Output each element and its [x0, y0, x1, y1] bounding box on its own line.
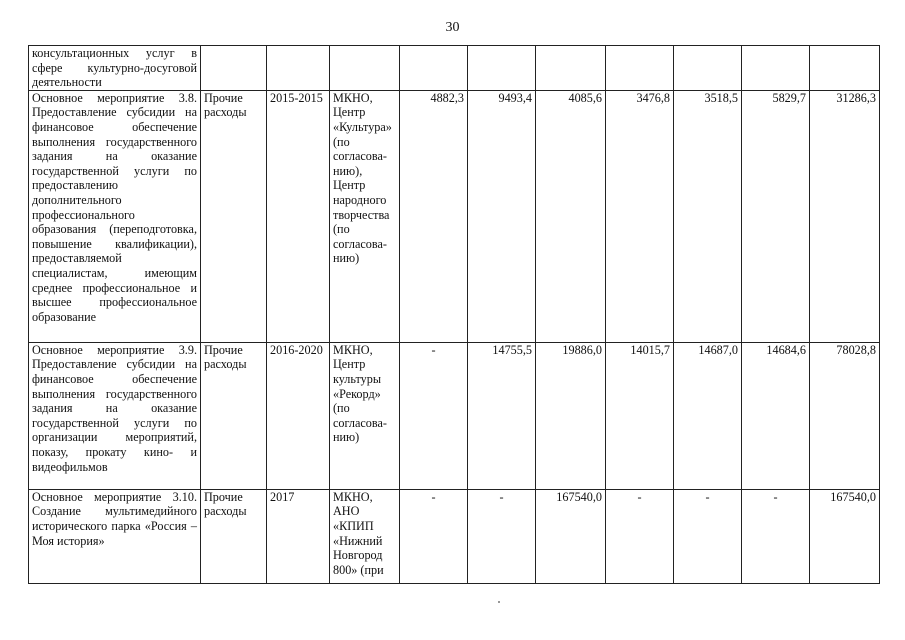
value-cell: 78028,8: [810, 342, 880, 489]
value-cell: [606, 46, 674, 91]
activity-name-cell: Основное мероприятие 3.8. Предоставление субсидии на финансовое обеспечение выполнения государственного задания на оказание государственной услуги по предоставлению дополнительного профессионального образования (переподготовка, повышение квалификации), предоставляемой специалистам, имеющим среднее профессиональное и высшее профессиональное образование: [29, 90, 201, 342]
value-cell: 14684,6: [742, 342, 810, 489]
period-cell: 2017: [267, 489, 330, 583]
value-cell: 167540,0: [536, 489, 606, 583]
table-row: [29, 342, 880, 489]
value-cell: [674, 46, 742, 91]
value-cell: 9493,4: [468, 90, 536, 342]
scan-speck: [498, 601, 500, 603]
value-cell: 14687,0: [674, 342, 742, 489]
period-cell: [267, 46, 330, 91]
activity-name-cell: Основное мероприятие 3.10. Создание мультимедийного исторического парка «Россия – Моя история»: [29, 489, 201, 583]
executor-cell: МКНО, Центр «Культура» (по согласова-нию), Центр народного творчества (по согласова-нию): [330, 90, 400, 342]
value-cell: 3476,8: [606, 90, 674, 342]
value-cell: [810, 46, 880, 91]
value-cell: [400, 46, 468, 91]
executor-cell: МКНО, Центр культуры «Рекорд» (по согласова-нию): [330, 342, 400, 489]
executor-cell: МКНО, АНО «КПИП «Нижний Новгород 800» (при: [330, 489, 400, 583]
value-cell: 19886,0: [536, 342, 606, 489]
value-cell: [742, 46, 810, 91]
value-cell: -: [468, 489, 536, 583]
executor-cell: [330, 46, 400, 91]
page-number: 30: [445, 20, 460, 35]
expense-type-cell: [201, 46, 267, 91]
value-cell: -: [606, 489, 674, 583]
value-cell: -: [674, 489, 742, 583]
table-row: [29, 46, 880, 91]
value-cell: -: [400, 342, 468, 489]
table-row: [29, 90, 880, 342]
expense-type-cell: Прочие расходы: [201, 90, 267, 342]
period-cell: 2016-2020: [267, 342, 330, 489]
value-cell: [468, 46, 536, 91]
value-cell: 31286,3: [810, 90, 880, 342]
value-cell: [536, 46, 606, 91]
table-row: [29, 489, 880, 583]
expense-type-cell: Прочие расходы: [201, 342, 267, 489]
value-cell: 5829,7: [742, 90, 810, 342]
value-cell: 4085,6: [536, 90, 606, 342]
period-cell: 2015-2015: [267, 90, 330, 342]
value-cell: -: [400, 489, 468, 583]
activity-name-cell: Основное мероприятие 3.9. Предоставление субсидии на финансовое обеспечение выполнения государственного задания на оказание государственной услуги по организации мероприятий, показу, прокату кино- и видеофильмов: [29, 342, 201, 489]
value-cell: 14755,5: [468, 342, 536, 489]
value-cell: 14015,7: [606, 342, 674, 489]
budget-table: [28, 45, 880, 584]
value-cell: 167540,0: [810, 489, 880, 583]
value-cell: 3518,5: [674, 90, 742, 342]
value-cell: 4882,3: [400, 90, 468, 342]
expense-type-cell: Прочие расходы: [201, 489, 267, 583]
activity-name-cell: консультационных услуг в сфере культурно-досуговой деятельности: [29, 46, 201, 91]
value-cell: -: [742, 489, 810, 583]
